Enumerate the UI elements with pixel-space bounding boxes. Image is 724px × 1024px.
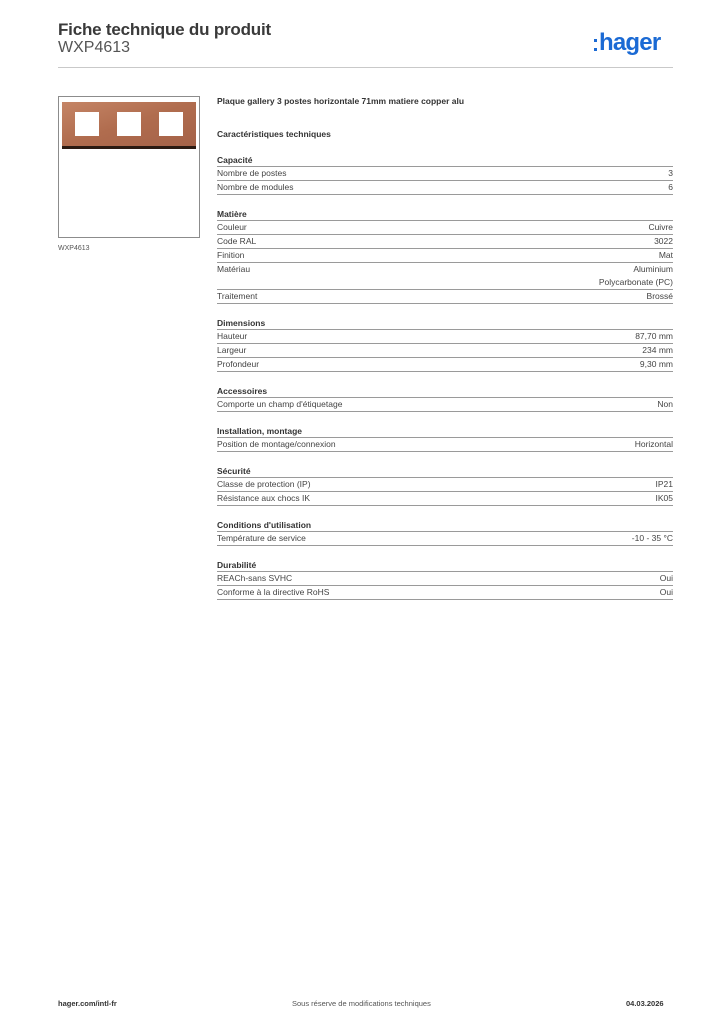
spec-sections (217, 154, 673, 600)
spec-label: Couleur (217, 222, 247, 232)
image-caption: WXP4613 (58, 245, 90, 252)
product-reference: WXP4613 (58, 39, 131, 56)
spec-value: 87,70 mm (635, 331, 673, 341)
spec-label: Résistance aux chocs IK (217, 493, 311, 503)
section-title: Sécurité (217, 465, 673, 478)
spec-label: Conforme à la directive RoHS (217, 587, 330, 597)
section-title: Installation, montage (217, 425, 673, 438)
section-title: Conditions d'utilisation (217, 519, 673, 532)
spec-label: Position de montage/connexion (217, 439, 336, 449)
logo-colon-icon (594, 39, 597, 51)
spec-label: Hauteur (217, 331, 248, 341)
section-title: Capacité (217, 154, 673, 167)
spec-label: Matériau (217, 264, 251, 274)
spec-section (217, 465, 673, 506)
plate-opening-1 (75, 112, 99, 136)
spec-label: Classe de protection (IP) (217, 479, 311, 489)
spec-value: Mat (658, 250, 673, 260)
footer-disclaimer: Sous réserve de modifications techniques (292, 999, 431, 1008)
spec-section (217, 425, 673, 452)
product-description: Plaque gallery 3 postes horizontale 71mm matiere copper alu (217, 96, 465, 106)
technical-characteristics-heading: Caractéristiques techniques (217, 129, 331, 139)
section-title: Durabilité (217, 559, 673, 572)
spec-value: 3 (668, 168, 673, 178)
section-title: Dimensions (217, 317, 673, 330)
spec-value: Cuivre (648, 222, 673, 232)
logo-text: hager (599, 29, 661, 56)
spec-row (217, 586, 673, 600)
spec-row (217, 358, 673, 372)
spec-value: IP21 (655, 479, 673, 489)
spec-section (217, 208, 673, 304)
spec-section (217, 559, 673, 600)
spec-row (217, 398, 673, 412)
spec-row (217, 344, 673, 358)
plate-edge-shadow (62, 146, 196, 149)
spec-row (217, 249, 673, 263)
hager-logo (594, 27, 660, 59)
spec-label: Code RAL (217, 236, 257, 246)
spec-value: IK05 (655, 493, 673, 503)
spec-section (217, 385, 673, 412)
spec-row (217, 263, 673, 290)
spec-row (217, 221, 673, 235)
spec-value: -10 - 35 °C (631, 533, 673, 543)
spec-label: Nombre de modules (217, 182, 294, 192)
spec-section (217, 317, 673, 372)
header-divider (58, 67, 673, 68)
copper-plate-image (62, 102, 196, 146)
spec-row (217, 181, 673, 195)
spec-label: REACh-sans SVHC (217, 573, 293, 583)
document-title: Fiche technique du produit (58, 20, 271, 39)
section-title: Matière (217, 208, 673, 221)
spec-row (217, 235, 673, 249)
spec-value: Oui (659, 573, 673, 583)
spec-section (217, 154, 673, 195)
spec-value: 6 (668, 182, 673, 192)
spec-row (217, 290, 673, 304)
specifications (217, 96, 673, 600)
spec-row (217, 438, 673, 452)
section-title: Accessoires (217, 385, 673, 398)
product-image (58, 96, 200, 238)
footer-date: 04.03.2026 (626, 999, 664, 1008)
spec-label: Température de service (217, 533, 306, 543)
spec-label: Traitement (217, 291, 258, 301)
spec-label: Finition (217, 250, 245, 260)
footer-website-link[interactable]: hager.com/intl-fr (58, 999, 117, 1008)
spec-row (217, 492, 673, 506)
spec-value: Oui (659, 587, 673, 597)
spec-value: 9,30 mm (639, 359, 673, 369)
plate-opening-2 (117, 112, 141, 136)
spec-row (217, 167, 673, 181)
spec-row (217, 330, 673, 344)
spec-label: Largeur (217, 345, 247, 355)
spec-value: Non (657, 399, 673, 409)
spec-label: Comporte un champ d'étiquetage (217, 399, 343, 409)
spec-value: Brossé (646, 291, 673, 301)
spec-value: Horizontal (634, 439, 673, 449)
spec-value: 3022 (654, 236, 673, 246)
spec-row (217, 478, 673, 492)
spec-label: Profondeur (217, 359, 260, 369)
spec-label: Nombre de postes (217, 168, 287, 178)
plate-opening-3 (159, 112, 183, 136)
spec-value: 234 mm (642, 345, 673, 355)
spec-value: Aluminium Polycarbonate (PC) (598, 264, 673, 287)
spec-row (217, 572, 673, 586)
spec-section (217, 519, 673, 546)
spec-row (217, 532, 673, 546)
